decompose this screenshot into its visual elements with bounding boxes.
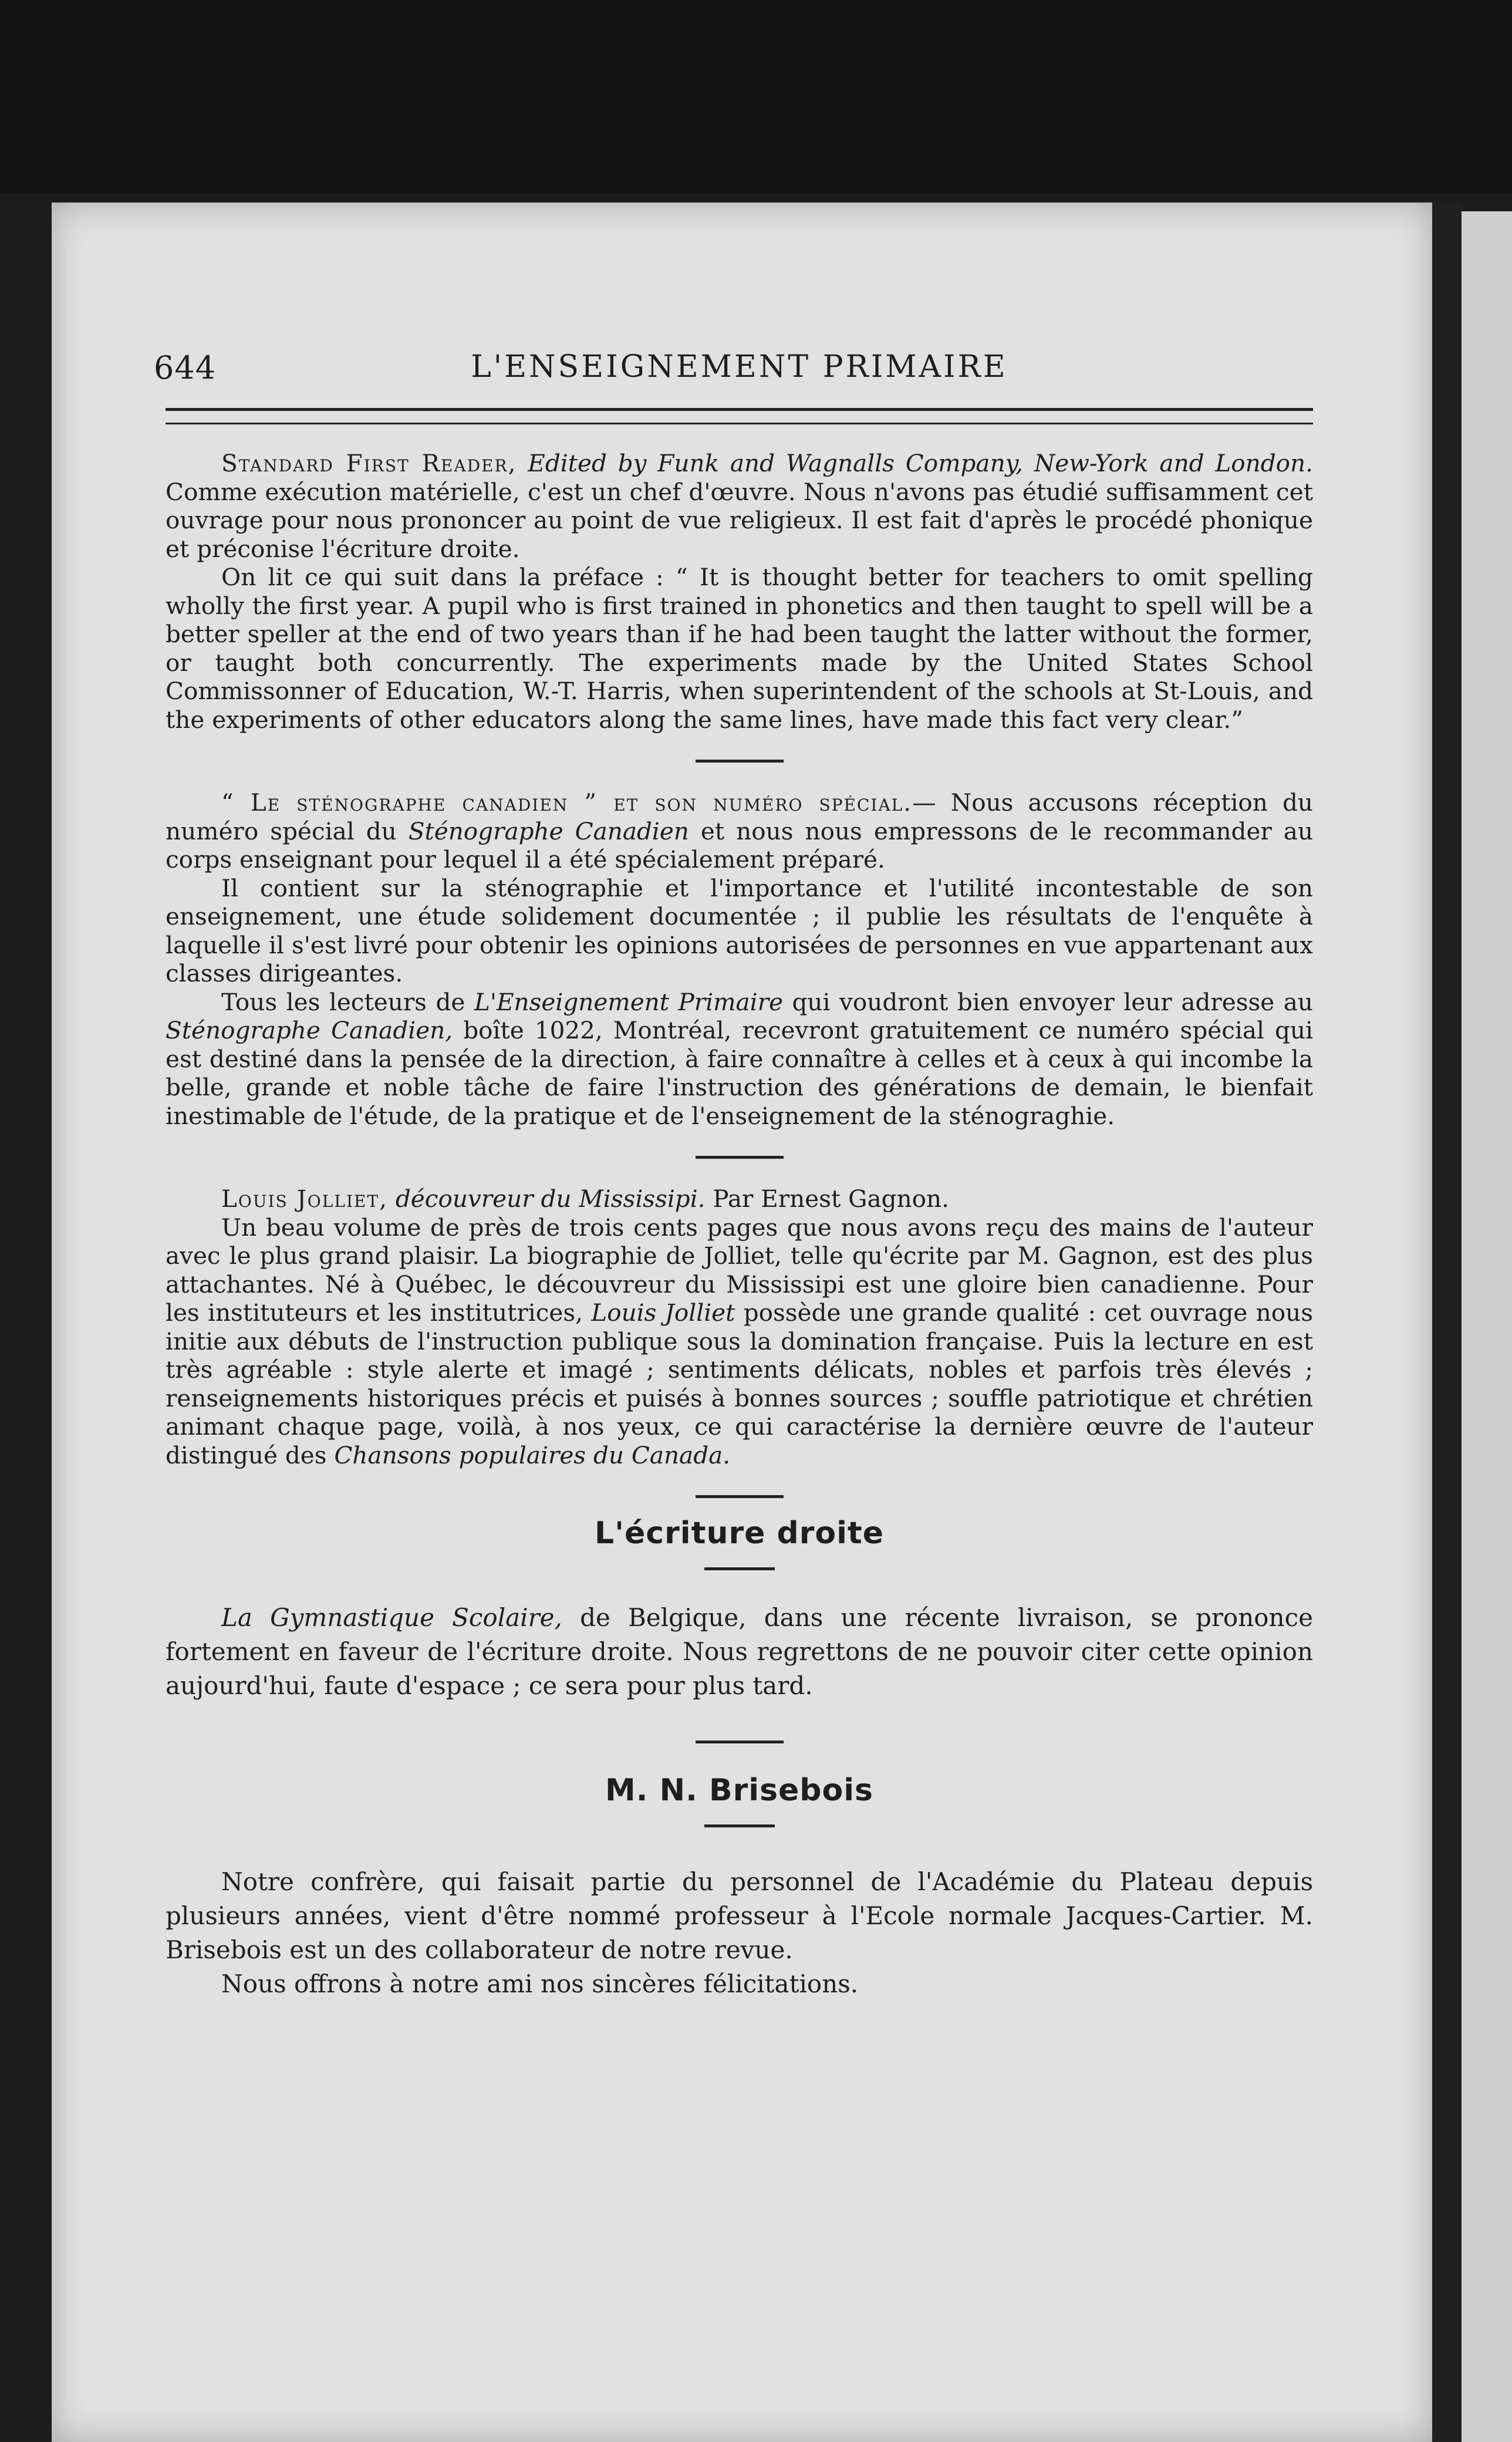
paragraph: [166, 1213, 1313, 1470]
journal-name: Sténographe Canadien,: [166, 1016, 453, 1044]
separator-rule: [704, 1824, 775, 1827]
header-double-rule: [166, 408, 1313, 424]
review-text: Tous les lecteurs de: [221, 987, 465, 1016]
facing-page-edge: [1462, 211, 1512, 2442]
review-louis-jolliet: [166, 1185, 1313, 1469]
separator-rule: [696, 1156, 784, 1159]
review-title: Standard First Reader,: [221, 449, 517, 477]
paragraph: Notre confrère, qui faisait partie du personnel de l'Académie du Plateau depuis plusieurs années, vient d'être nommé professeur à l'Ecole normale Jacques-Cartier. M. Brisebois est un des collaborateur de notre revue.: [166, 1867, 1313, 1964]
paragraph: [166, 1185, 1313, 1213]
paragraph: [166, 449, 1313, 563]
review-text: qui voudront bien envoyer leur adresse au: [792, 987, 1314, 1016]
separator-rule: [696, 1495, 784, 1498]
review-stenographe-canadien: [166, 788, 1313, 1130]
page-header: [154, 326, 1313, 386]
separator-rule: [696, 760, 784, 763]
scan-background-top: [0, 0, 1512, 194]
paragraph: On lit ce qui suit dans la préface : “ It is thought better for teachers to omit spelling wholly the first year. A pupil who is first trained in phonetics and then taught to spell will be a better speller at the end of two years than if he had been taught the latter without the former, or taught both concurrently. The experiments made by the United States School Commissonner of Education, W.-T. Harris, when superintendent of the schools at St-Louis, and the experiments of other educators along the same lines, have made this fact very clear.”: [166, 563, 1313, 734]
separator-rule: [696, 1741, 784, 1743]
review-text: Un beau volume de près de trois cents pages que nous avons reçu des mains de l'auteur avec le plus grand plaisir. La biographie de Jolliet, telle qu'écrite par M. Gagnon, est des plus attachantes. Né à Québec, le découvreur du Mississipi est une gloire bien canadienne. Pour les instituteurs et les institutrices,: [166, 1213, 1313, 1327]
journal-name: Sténographe Canadien: [408, 817, 689, 845]
section-title-brisebois: M. N. Brisebois: [605, 1773, 874, 1808]
review-text: — Nous accusons réception du numéro spécial du: [166, 788, 1313, 845]
review-text: Comme exécution matérielle, c'est un chef d'œuvre. Nous n'avons pas étudié suffisamment cet ouvrage pour nous prononcer au point de vue religieux. Il est fait d'après le procédé phonique et préconise l'écriture droite.: [166, 477, 1313, 563]
review-publisher: Edited by Funk and Wagnalls Company, New-York and London.: [528, 449, 1313, 477]
review-title: Louis Jolliet,: [221, 1185, 388, 1213]
review-author: Par Ernest Gagnon.: [713, 1185, 949, 1213]
paragraph: Il contient sur la sténographie et l'importance et l'utilité incontestable de son enseignement, une étude solidement documentée ; il publie les résultats de l'enquête à laquelle il s'est livré pour obtenir les opinions autorisées de personnes en vue appartenant aux classes dirigeantes.: [166, 873, 1313, 987]
section-title-ecriture-droite: L'écriture droite: [594, 1516, 885, 1551]
review-title: “ Le sténographe canadien ” et son numéro spécial.: [221, 788, 913, 817]
journal-name: La Gymnastique Scolaire,: [221, 1603, 562, 1632]
section-text: de Belgique, dans une récente livraison, se prononce fortement en faveur de l'écriture droite. Nous regrettons de ne pouvoir citer cette opinion aujourd'hui, faute d'espace ; ce sera pour plus tard.: [166, 1603, 1313, 1700]
section-ecriture-body: [166, 1601, 1313, 1703]
review-standard-first-reader: [166, 449, 1313, 734]
page-content: [154, 326, 1314, 1998]
journal-name: L'Enseignement Primaire: [474, 987, 783, 1016]
running-head: L'ENSEIGNEMENT PRIMAIRE: [471, 349, 1008, 384]
page-body: [166, 449, 1313, 2001]
paragraph: Nous offrons à notre ami nos sincères félicitations.: [221, 1969, 859, 1998]
review-text: boîte 1022, Montréal, recevront gratuitement ce numéro spécial qui est destiné dans la pensée de la direction, à faire connaître à celles et à ceux à qui incombe la belle, grande et noble tâche de faire l'instruction des générations de demain, le bienfait inestimable de l'étude, de la pratique et de l'enseignement de la sténograghie.: [166, 1016, 1314, 1130]
paragraph: [166, 1601, 1313, 1703]
review-text: possède une grande qualité : cet ouvrage nous initie aux débuts de l'instruction publique sous la domination française. Puis la lecture en est très agréable : style alerte et imagé ; sentiments délicats, nobles et parfois très élevés ; renseignements historiques précis et puisés à bonnes sources ; souffle patriotique et chrétien animant chaque page, voilà, à nos yeux, ce qui caractérise la dernière œuvre de l'auteur distingué des: [166, 1298, 1313, 1469]
separator-rule: [704, 1567, 775, 1570]
page-number: 644: [154, 349, 217, 386]
review-text: et nous nous empressons de le recommander au corps enseignant pour lequel il a été spécialement préparé.: [166, 817, 1314, 873]
book-title: Chansons populaires du Canada.: [334, 1441, 731, 1469]
book-title: Louis Jolliet: [591, 1298, 735, 1327]
book-gutter: [1432, 203, 1462, 2442]
review-subtitle: découvreur du Mississipi.: [395, 1185, 706, 1213]
paragraph: [166, 988, 1313, 1131]
section-brisebois-body: [166, 1865, 1313, 2001]
paragraph: [166, 788, 1313, 874]
